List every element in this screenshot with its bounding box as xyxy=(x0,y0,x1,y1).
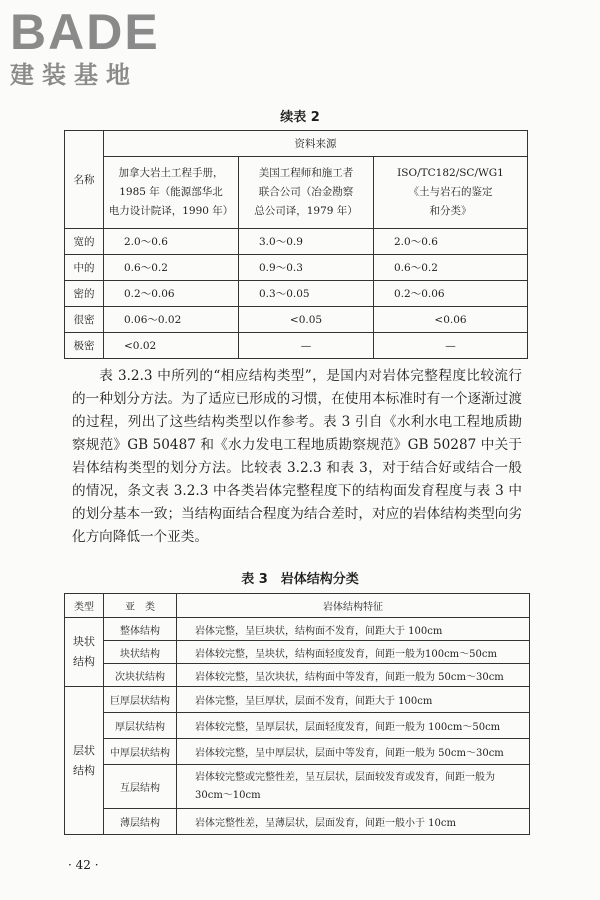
source-column-2: 美国工程师和施工者 联合公司（冶金勘察 总公司译，1979 年） xyxy=(239,157,374,229)
feature-header: 岩体结构特征 xyxy=(177,594,530,618)
table2 xyxy=(64,130,528,359)
type-layered: 层状 结构 xyxy=(65,687,104,835)
table-row: 密的 0.2～0.06 0.3～0.05 0.2～0.06 xyxy=(65,281,528,307)
table-row: 块状 结构 整体结构 岩体完整，呈巨块状，结构面不发育，间距大于 100cm xyxy=(65,618,530,641)
table2-caption: 续表 2 xyxy=(280,110,320,125)
subtype-header: 亚 类 xyxy=(104,594,177,618)
table-row: 块状结构 岩体较完整，呈块状，结构面轻度发育，间距一般为100cm～50cm xyxy=(65,641,530,664)
type-header: 类型 xyxy=(65,594,104,618)
table-row: 层状 结构 巨厚层状结构 岩体完整，呈巨厚状，层面不发育，间距大于 100cm xyxy=(65,687,530,713)
table-row: 次块状结构 岩体较完整，呈次块状，结构面中等发育，间距一般为 50cm～30cm xyxy=(65,664,530,687)
body-paragraph: 表 3.2.3 中所列的“相应结构类型”，是国内对岩体完整程度比较流行的一种划分方法。为了适应已形成的习惯，在使用本标准时有一个逐渐过渡的过程，列出了这些结构类型以作参考。表 3 引自《水利水电工程地质勘察规范》GB 50487 和《水力发电工程地质勘察规范》GB 50287 中关于岩体结构类型的划分方法。比较表 3.2.3 和表 3，对于结合好或结合一般的情况，条文表 3.2.3 中各类岩体完整程度下的结构面发育程度与表 3 中的划分基本一致；当结构面结合程度为结合差时，对应的岩体结构类型向劣化方向降低一个亚类。 xyxy=(72,368,522,545)
table-row: 互层结构 岩体较完整或完整性差，呈互层状，层面较发育或发育，间距一般为 30cm～10cm xyxy=(65,765,530,809)
type-blocky: 块状 结构 xyxy=(65,618,104,687)
source-header: 资料来源 xyxy=(104,131,528,157)
table-row: 中厚层状结构 岩体较完整，呈中厚层状，层面中等发育，间距一般为 50cm～30cm xyxy=(65,739,530,765)
table-row: 厚层状结构 岩体较完整，呈厚层状，层面轻度发育，间距一般为 100cm～50cm xyxy=(65,713,530,739)
table-row: 中的 0.6～0.2 0.9～0.3 0.6～0.2 xyxy=(65,255,528,281)
logo-wordmark: BADE xyxy=(10,4,160,60)
logo-subtitle: 建装基地 xyxy=(10,61,138,89)
name-header: 名称 xyxy=(65,131,104,229)
table3 xyxy=(64,593,530,835)
table-row: 极密 <0.02 — — xyxy=(65,333,528,359)
page-number: · 42 · xyxy=(68,858,99,872)
source-column-1: 加拿大岩土工程手册， 1985 年（能源部华北 电力设计院译，1990 年） xyxy=(104,157,239,229)
logo xyxy=(10,6,160,90)
table3-caption: 表 3 岩体结构分类 xyxy=(241,572,359,587)
table-row: 宽的 2.0～0.6 3.0～0.9 2.0～0.6 xyxy=(65,229,528,255)
table-row: 很密 0.06～0.02 <0.05 <0.06 xyxy=(65,307,528,333)
source-column-3: ISO/TC182/SC/WG1 《土与岩石的鉴定 和分类》 xyxy=(374,157,528,229)
table-row: 薄层结构 岩体完整性差，呈薄层状，层面发育，间距一般小于 10cm xyxy=(65,809,530,835)
